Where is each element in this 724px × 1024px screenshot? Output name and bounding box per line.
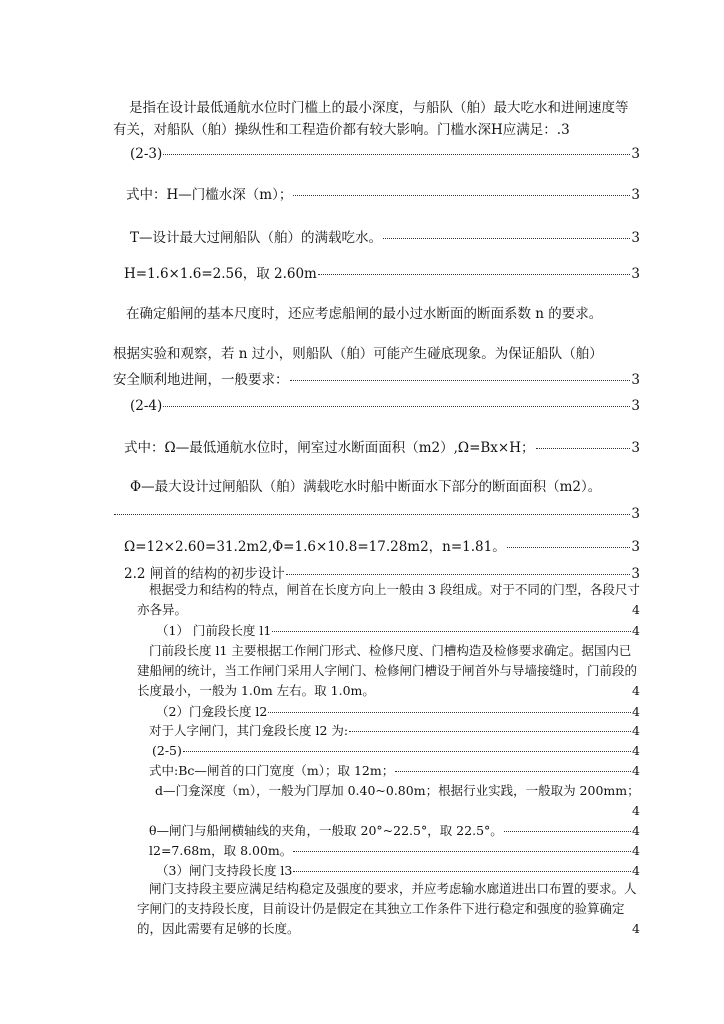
entry-text: l2=7.68m，取 8.00m。	[149, 843, 293, 858]
entry-text: Ω=12×2.60=31.2m2,Φ=1.6×10.8=17.28m2，n=1.81。	[124, 539, 506, 555]
entry-text: H=1.6×1.6=2.56，取 2.60m	[124, 266, 317, 282]
entry-text: 对于人字闸门，其门龛段长度 l2 为:	[149, 723, 349, 738]
paragraph-support-section	[137, 879, 640, 939]
paragraph-line: 根据实验和观察，若 n 过小，则船队（舶）可能产生碰底现象。为保证船队（舶）	[113, 346, 603, 362]
entry-text: 式中：H—门槛水深（m）；	[126, 187, 293, 203]
toc-line-l2	[156, 702, 640, 722]
toc-section-2-2	[124, 562, 640, 582]
dot-leader	[507, 537, 631, 548]
toc-line-theta-definition	[149, 821, 640, 841]
toc-line-h-definition	[126, 183, 640, 203]
dot-leader	[286, 564, 631, 575]
page-number: 4	[632, 602, 640, 617]
page-number: 3	[631, 146, 640, 162]
dot-leader	[114, 504, 630, 515]
toc-line-eq-2-5	[152, 741, 640, 761]
toc-line-l2-intro	[149, 721, 640, 741]
page-number: 3	[631, 372, 640, 388]
dot-leader	[504, 821, 631, 832]
page-number: 4	[632, 704, 640, 719]
dot-leader	[163, 144, 630, 155]
paragraph-sill-depth	[113, 97, 640, 141]
entry-text: (2-3)	[130, 146, 163, 162]
page-number: 4	[632, 921, 640, 936]
page-number: 4	[632, 863, 640, 878]
paragraph-line: Φ—最大设计过闸船队（舶）满载吃水时船中断面水下部分的断面面积（m2）。	[130, 479, 602, 495]
page-number: 4	[632, 843, 640, 858]
entry-text: （1） 门前段长度 l1	[156, 623, 272, 638]
toc-line-phi-continuation	[113, 506, 640, 522]
entry-text: θ—闸门与船闸横轴线的夹角，一般取 20°~22.5°，取 22.5°。	[149, 823, 503, 838]
entry-text: (2-4)	[130, 398, 163, 414]
dot-leader	[536, 438, 631, 449]
page-number: 4	[632, 823, 640, 838]
dot-leader	[349, 721, 631, 732]
paragraph-text: 是指在设计最低通航水位时门槛上的最小深度，与船队（舶）最大吃水和进闸速度等有关，对船队（舶）操纵性和工程造价都有较大影响。门槛水深H应满足：.	[113, 100, 629, 138]
paragraph-text: 门前段长度 l1 主要根据工作闸门形式、检修尺度、门槽构造及检修要求确定。据国内已建船闸的统计，当工作闸门采用人字闸门、检修闸门槽设于闸首外与导墙接缝时，门前段的长度最小，一般为 1.0m 左右。取 1.0m。	[137, 643, 638, 698]
page-number: 4	[632, 723, 640, 738]
dot-leader	[395, 761, 631, 772]
toc-line-eq-2-3	[130, 146, 640, 162]
page-number: 4	[632, 623, 640, 638]
dot-leader	[318, 264, 631, 275]
page-number: 3	[631, 440, 640, 456]
entry-text: (2-5)	[152, 743, 182, 758]
paragraph-text: 根据受力和结构的特点，闸首在长度方向上一般由 3 段组成。对于不同的门型，各段尺寸亦各异。	[137, 582, 640, 617]
toc-line-omega-calc	[124, 535, 640, 555]
page-number: 4	[632, 763, 640, 778]
toc-line-requirement	[113, 368, 640, 388]
paragraph-line: 在确定船闸的基本尺度时，还应考虑船闸的最小过水断面的断面系数 n 的要求。	[126, 306, 603, 322]
paragraph-head-structure	[137, 580, 640, 620]
section-heading: 2.2 闸首的结构的初步设计	[124, 566, 285, 582]
toc-line-omega-definition	[124, 436, 640, 456]
paragraph-gate-front	[137, 641, 640, 701]
dot-leader	[293, 841, 631, 852]
dot-leader	[290, 370, 631, 381]
dot-leader	[293, 185, 630, 196]
toc-line-eq-2-4	[130, 398, 640, 414]
dot-leader	[272, 621, 631, 632]
page-number: 3	[631, 398, 640, 414]
page-number: 3	[631, 187, 640, 203]
dot-leader	[163, 396, 630, 407]
entry-text: 安全顺利地进闸，一般要求：	[113, 372, 289, 388]
page-number: 4	[632, 803, 640, 818]
dot-leader	[383, 228, 630, 239]
toc-line-l2-calc	[149, 841, 640, 861]
toc-line-l3	[156, 861, 640, 881]
page-number: 3	[631, 566, 640, 582]
page-number: 3	[561, 122, 570, 138]
page-number: 3	[631, 506, 640, 522]
toc-line-t-definition	[130, 226, 640, 246]
toc-line-bc-definition	[149, 761, 640, 781]
entry-text: 式中:Bc—闸首的口门宽度（m）；取 12m；	[149, 763, 395, 778]
paragraph-d-definition	[137, 781, 640, 821]
paragraph-text: d—门龛深度（m），一般为门厚加 0.40~0.80m；根据行业实践，一般取为 200mm；	[155, 783, 640, 798]
toc-line-l1	[156, 621, 640, 641]
page-number: 4	[632, 743, 640, 758]
entry-text: T—设计最大过闸船队（舶）的满载吃水。	[130, 230, 383, 246]
toc-line-h-calc	[124, 262, 640, 282]
entry-text: 式中：Ω—最低通航水位时，闸室过水断面面积（m2）,Ω=Bx×H；	[124, 440, 535, 456]
page-number: 3	[631, 230, 640, 246]
page-number: 3	[631, 539, 640, 555]
dot-leader	[183, 741, 631, 752]
page-number: 4	[632, 683, 640, 698]
entry-text: （3）闸门支持段长度 l3	[156, 863, 293, 878]
paragraph-text: 闸门支持段主要应满足结构稳定及强度的要求，并应考虑输水廊道进出口布置的要求。人字闸门的支持段长度，目前设计仍是假定在其独立工作条件下进行稳定和强度的验算确定的，因此需要有足够的长度。	[137, 881, 637, 936]
dot-leader	[293, 861, 631, 872]
dot-leader	[268, 702, 631, 713]
page-number: 3	[631, 266, 640, 282]
entry-text: （2）门龛段长度 l2	[156, 704, 268, 719]
